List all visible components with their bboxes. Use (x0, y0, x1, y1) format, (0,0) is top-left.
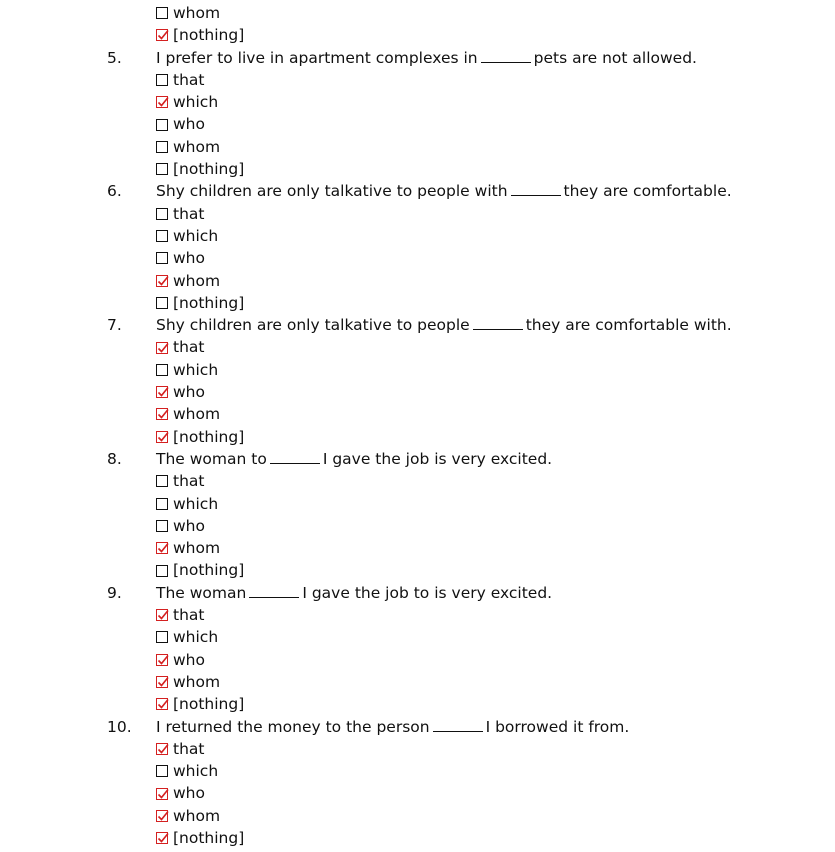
checkbox-unchecked[interactable] (156, 765, 168, 777)
option-row (0, 559, 835, 581)
question-row (0, 47, 835, 69)
answer-option[interactable] (156, 537, 220, 559)
option-label: [nothing] (173, 561, 245, 580)
checkmark-icon (156, 95, 170, 109)
question-row (0, 180, 835, 202)
option-row (0, 671, 835, 693)
option-row (0, 158, 835, 180)
answer-option[interactable] (156, 782, 205, 804)
answer-option[interactable] (156, 247, 205, 269)
option-row (0, 359, 835, 381)
checkbox-checked[interactable] (156, 832, 168, 844)
question-text-after: they are comfortable with. (525, 316, 732, 335)
question-text (156, 582, 552, 604)
checkbox-checked[interactable] (156, 698, 168, 710)
option-row (0, 626, 835, 648)
answer-blank (433, 717, 483, 732)
option-label: that (173, 204, 205, 223)
checkbox-unchecked[interactable] (156, 475, 168, 487)
checkbox-checked[interactable] (156, 788, 168, 800)
option-label: whom (173, 672, 221, 691)
answer-option[interactable] (156, 359, 218, 381)
option-row (0, 515, 835, 537)
option-label: which (173, 360, 219, 379)
option-label: that (173, 70, 205, 89)
checkbox-unchecked[interactable] (156, 7, 168, 19)
option-row (0, 336, 835, 358)
checkbox-unchecked[interactable] (156, 208, 168, 220)
answer-blank (511, 181, 561, 196)
question-text (156, 314, 732, 336)
answer-option[interactable] (156, 626, 218, 648)
answer-option[interactable] (156, 91, 218, 113)
option-label: that (173, 472, 205, 491)
answer-option[interactable] (156, 649, 205, 671)
checkbox-unchecked[interactable] (156, 565, 168, 577)
checkbox-checked[interactable] (156, 676, 168, 688)
option-row (0, 403, 835, 425)
option-label: who (173, 650, 205, 669)
checkbox-checked[interactable] (156, 654, 168, 666)
option-label: [nothing] (173, 160, 245, 179)
option-row (0, 493, 835, 515)
question-row (0, 582, 835, 604)
answer-option[interactable] (156, 381, 205, 403)
option-row (0, 270, 835, 292)
quiz-page (0, 2, 835, 849)
option-row (0, 693, 835, 715)
checkmark-icon (156, 742, 170, 756)
checkbox-unchecked[interactable] (156, 74, 168, 86)
checkbox-unchecked[interactable] (156, 520, 168, 532)
checkmark-icon (156, 787, 170, 801)
option-label: who (173, 516, 205, 535)
option-row (0, 247, 835, 269)
checkbox-checked[interactable] (156, 743, 168, 755)
option-row (0, 738, 835, 760)
option-label: that (173, 606, 205, 625)
checkbox-checked[interactable] (156, 542, 168, 554)
checkmark-icon (156, 407, 170, 421)
option-row (0, 760, 835, 782)
option-row (0, 69, 835, 91)
option-label: [nothing] (173, 26, 245, 45)
option-label: which (173, 762, 219, 781)
answer-option[interactable] (156, 693, 244, 715)
answer-option[interactable] (156, 559, 244, 581)
checkmark-icon (156, 430, 170, 444)
answer-option[interactable] (156, 403, 220, 425)
question-number: 8. (107, 449, 122, 468)
option-row (0, 203, 835, 225)
option-row (0, 24, 835, 46)
option-row (0, 2, 835, 24)
option-row (0, 782, 835, 804)
question-text-after: I borrowed it from. (485, 717, 630, 736)
option-row (0, 381, 835, 403)
option-label: [nothing] (173, 427, 245, 446)
option-row (0, 225, 835, 247)
question-text-after: pets are not allowed. (533, 48, 697, 67)
question-row (0, 448, 835, 470)
option-label: that (173, 338, 205, 357)
checkmark-icon (156, 341, 170, 355)
answer-blank (270, 449, 320, 464)
option-row (0, 537, 835, 559)
option-label: [nothing] (173, 828, 245, 847)
answer-option[interactable] (156, 604, 204, 626)
answer-option[interactable] (156, 69, 204, 91)
answer-option[interactable] (156, 2, 220, 24)
checkbox-unchecked[interactable] (156, 163, 168, 175)
option-label: who (173, 784, 205, 803)
question-text-after: they are comfortable. (563, 182, 732, 201)
option-label: whom (173, 539, 221, 558)
option-row (0, 827, 835, 849)
answer-option[interactable] (156, 113, 205, 135)
option-label: whom (173, 405, 221, 424)
option-label: whom (173, 137, 221, 156)
question-text-after: I gave the job to is very excited. (302, 583, 553, 602)
option-label: which (173, 628, 219, 647)
answer-option[interactable] (156, 738, 204, 760)
option-row (0, 604, 835, 626)
question-text-before: I returned the money to the person (156, 717, 430, 736)
checkmark-icon (156, 385, 170, 399)
question-text (156, 716, 629, 738)
checkmark-icon (156, 831, 170, 845)
option-label: who (173, 249, 205, 268)
answer-option[interactable] (156, 426, 244, 448)
checkmark-icon (156, 541, 170, 555)
answer-option[interactable] (156, 493, 218, 515)
answer-option[interactable] (156, 470, 204, 492)
question-text (156, 47, 697, 69)
question-number: 7. (107, 316, 122, 335)
checkbox-unchecked[interactable] (156, 498, 168, 510)
option-row (0, 426, 835, 448)
answer-blank (473, 315, 523, 330)
checkbox-checked[interactable] (156, 96, 168, 108)
option-label: [nothing] (173, 293, 245, 312)
answer-blank (249, 583, 299, 598)
checkbox-checked[interactable] (156, 810, 168, 822)
question-number: 10. (107, 717, 132, 736)
checkbox-unchecked[interactable] (156, 230, 168, 242)
question-text-before: I prefer to live in apartment complexes in (156, 48, 478, 67)
answer-option[interactable] (156, 225, 218, 247)
option-row (0, 113, 835, 135)
checkbox-unchecked[interactable] (156, 297, 168, 309)
answer-option[interactable] (156, 136, 220, 158)
question-row (0, 716, 835, 738)
checkmark-icon (156, 675, 170, 689)
checkbox-checked[interactable] (156, 386, 168, 398)
checkmark-icon (156, 28, 170, 42)
checkbox-checked[interactable] (156, 431, 168, 443)
checkbox-unchecked[interactable] (156, 141, 168, 153)
option-label: which (173, 93, 219, 112)
answer-option[interactable] (156, 805, 220, 827)
checkmark-icon (156, 608, 170, 622)
checkbox-checked[interactable] (156, 342, 168, 354)
answer-option[interactable] (156, 827, 244, 849)
answer-option[interactable] (156, 515, 205, 537)
option-label: who (173, 115, 205, 134)
checkbox-checked[interactable] (156, 609, 168, 621)
answer-option[interactable] (156, 671, 220, 693)
checkbox-checked[interactable] (156, 29, 168, 41)
checkbox-checked[interactable] (156, 275, 168, 287)
question-text (156, 448, 552, 470)
option-label: which (173, 226, 219, 245)
question-number: 9. (107, 583, 122, 602)
question-number: 5. (107, 48, 122, 67)
option-row (0, 91, 835, 113)
checkmark-icon (156, 653, 170, 667)
option-label: [nothing] (173, 695, 245, 714)
answer-option[interactable] (156, 292, 244, 314)
checkbox-unchecked[interactable] (156, 252, 168, 264)
question-text (156, 180, 732, 202)
question-number: 6. (107, 182, 122, 201)
checkmark-icon (156, 274, 170, 288)
checkbox-unchecked[interactable] (156, 119, 168, 131)
checkbox-checked[interactable] (156, 408, 168, 420)
answer-blank (481, 48, 531, 63)
option-row (0, 805, 835, 827)
checkbox-unchecked[interactable] (156, 631, 168, 643)
option-label: that (173, 739, 205, 758)
answer-option[interactable] (156, 158, 244, 180)
question-text-before: The woman to (156, 449, 267, 468)
answer-option[interactable] (156, 760, 218, 782)
answer-option[interactable] (156, 336, 204, 358)
question-text-before: Shy children are only talkative to people with (156, 182, 508, 201)
option-label: who (173, 383, 205, 402)
option-label: whom (173, 806, 221, 825)
option-row (0, 470, 835, 492)
option-label: whom (173, 4, 221, 22)
question-text-after: I gave the job is very excited. (322, 449, 553, 468)
option-row (0, 649, 835, 671)
answer-option[interactable] (156, 270, 220, 292)
question-text-before: Shy children are only talkative to people (156, 316, 470, 335)
answer-option[interactable] (156, 203, 204, 225)
answer-option[interactable] (156, 24, 244, 46)
option-row (0, 292, 835, 314)
question-text-before: The woman (156, 583, 247, 602)
checkbox-unchecked[interactable] (156, 364, 168, 376)
checkmark-icon (156, 809, 170, 823)
question-row (0, 314, 835, 336)
option-label: which (173, 494, 219, 513)
option-label: whom (173, 271, 221, 290)
checkmark-icon (156, 697, 170, 711)
option-row (0, 136, 835, 158)
